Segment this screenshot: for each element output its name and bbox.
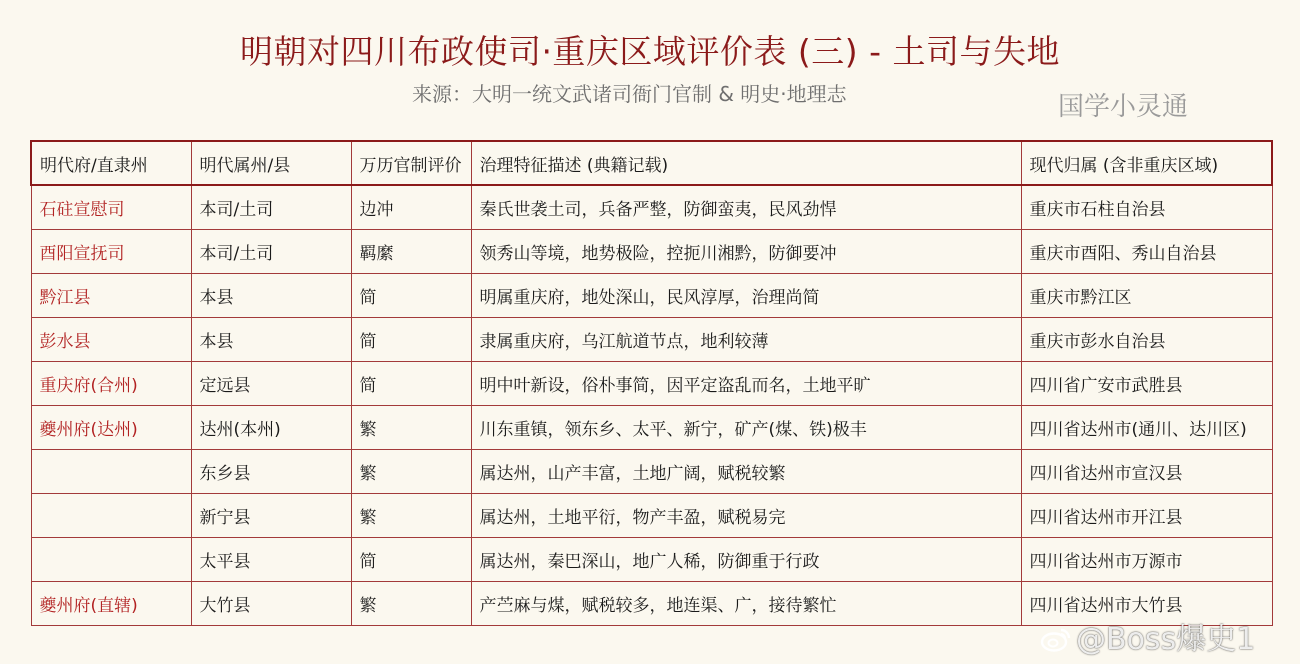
cell-rating: 边冲 [351,185,471,230]
table-body [31,185,1272,626]
evaluation-table [30,140,1273,626]
table-row [31,406,1272,450]
weibo-watermark [1040,614,1255,658]
cell-rating: 羁縻 [351,230,471,274]
header-rating: 万历官制评价 [351,141,471,185]
cell-description: 明中叶新设，俗朴事简，因平定盗乱而名，土地平旷 [471,362,1021,406]
cell-prefecture: 黔江县 [31,274,191,318]
brand-label: 国学小灵通 [1058,92,1189,122]
cell-prefecture: 彭水县 [31,318,191,362]
cell-description: 产苎麻与煤，赋税较多，地连渠、广，接待繁忙 [471,582,1021,626]
table-row [31,185,1272,230]
header-row [31,141,1272,185]
cell-description: 川东重镇，领东乡、太平、新宁，矿产(煤、铁)极丰 [471,406,1021,450]
cell-county: 太平县 [191,538,351,582]
cell-description: 隶属重庆府，乌江航道节点，地利较薄 [471,318,1021,362]
cell-description: 领秀山等境，地势极险，控扼川湘黔，防御要冲 [471,230,1021,274]
cell-county: 本县 [191,274,351,318]
cell-prefecture: 重庆府(合州) [31,362,191,406]
cell-rating: 繁 [351,494,471,538]
cell-modern: 四川省达州市(通川、达川区) [1021,406,1272,450]
cell-county: 大竹县 [191,582,351,626]
header-prefecture: 明代府/直隶州 [31,141,191,185]
cell-county: 新宁县 [191,494,351,538]
cell-modern: 重庆市彭水自治县 [1021,318,1272,362]
cell-modern: 四川省广安市武胜县 [1021,362,1272,406]
cell-rating: 简 [351,274,471,318]
watermark-text: @Boss爆史1 [1076,622,1256,657]
cell-rating: 简 [351,538,471,582]
cell-rating: 繁 [351,406,471,450]
cell-modern: 四川省达州市万源市 [1021,538,1272,582]
header-modern: 现代归属 (含非重庆区域) [1021,141,1272,185]
table-row [31,450,1272,494]
cell-modern: 重庆市酉阳、秀山自治县 [1021,230,1272,274]
table-row [31,318,1272,362]
cell-prefecture: 夔州府(达州) [31,406,191,450]
cell-modern: 四川省达州市大竹县 [1021,582,1272,626]
cell-rating: 简 [351,362,471,406]
cell-county: 本司/土司 [191,230,351,274]
cell-description: 明属重庆府，地处深山，民风淳厚，治理尚简 [471,274,1021,318]
cell-modern: 重庆市石柱自治县 [1021,185,1272,230]
cell-prefecture [31,494,191,538]
cell-modern: 四川省达州市宣汉县 [1021,450,1272,494]
cell-rating: 简 [351,318,471,362]
weibo-logo-icon [1040,625,1072,651]
table-row [31,362,1272,406]
page-title: 明朝对四川布政使司·重庆区域评价表 (三) - 土司与失地 [239,32,1061,71]
source-subtitle: 来源：大明一统文武诸司衙门官制 & 明史·地理志 [412,82,847,106]
cell-description: 秦氏世袭土司，兵备严整，防御蛮夷，民风劲悍 [471,185,1021,230]
cell-description: 属达州，土地平衍，物产丰盈，赋税易完 [471,494,1021,538]
header-county: 明代属州/县 [191,141,351,185]
table-row [31,494,1272,538]
table-row [31,274,1272,318]
cell-county: 本县 [191,318,351,362]
cell-county: 本司/土司 [191,185,351,230]
cell-prefecture [31,538,191,582]
cell-county: 达州(本州) [191,406,351,450]
table-row [31,538,1272,582]
cell-modern: 重庆市黔江区 [1021,274,1272,318]
table-row [31,230,1272,274]
cell-rating: 繁 [351,582,471,626]
table-header [31,141,1272,185]
cell-county: 定远县 [191,362,351,406]
cell-prefecture [31,450,191,494]
cell-description: 属达州，山产丰富，土地广阔，赋税较繁 [471,450,1021,494]
cell-description: 属达州，秦巴深山，地广人稀，防御重于行政 [471,538,1021,582]
cell-rating: 繁 [351,450,471,494]
header-description: 治理特征描述 (典籍记载) [471,141,1021,185]
cell-prefecture: 石砫宣慰司 [31,185,191,230]
cell-prefecture: 夔州府(直辖) [31,582,191,626]
cell-county: 东乡县 [191,450,351,494]
cell-modern: 四川省达州市开江县 [1021,494,1272,538]
cell-prefecture: 酉阳宣抚司 [31,230,191,274]
